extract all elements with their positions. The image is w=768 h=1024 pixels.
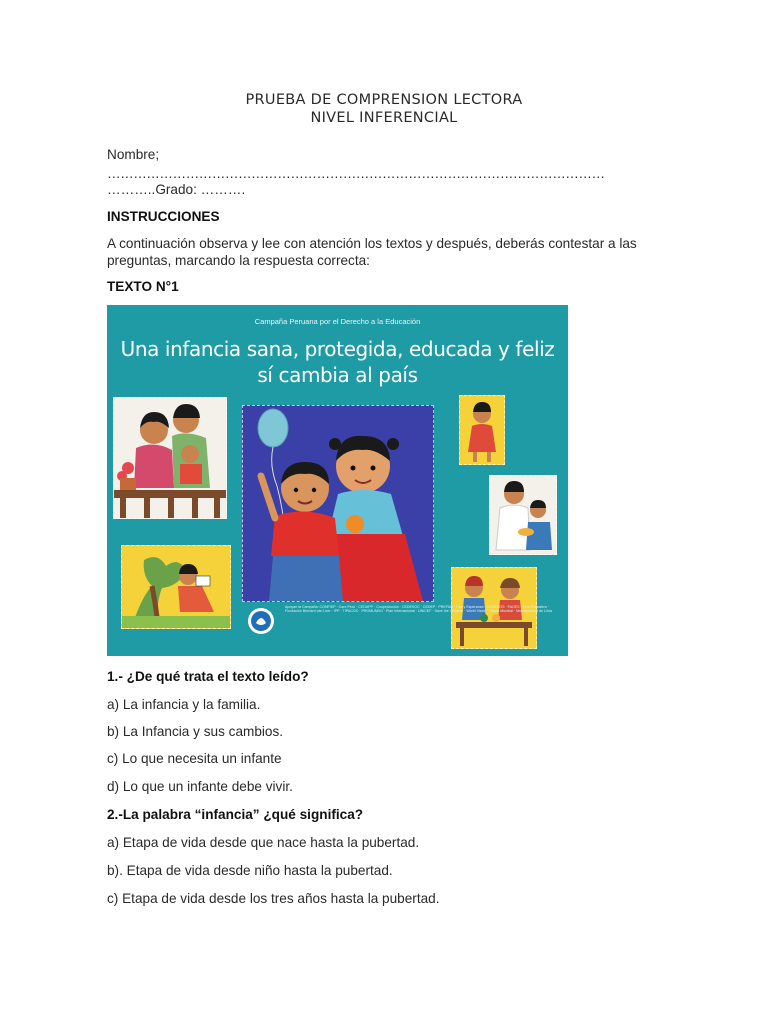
- texto-1-heading: TEXTO N°1: [107, 279, 179, 294]
- question-2-option-a[interactable]: a) Etapa de vida desde que nace hasta la pubertad.: [107, 835, 420, 850]
- campaign-logo-icon: [247, 607, 275, 635]
- children-balloon-illustration: [243, 406, 433, 601]
- mother-feeding-illustration: [490, 476, 556, 554]
- question-2-option-c[interactable]: c) Etapa de vida desde los tres años hasta la pubertad.: [107, 891, 440, 906]
- instructions-text: A continuación observa y lee con atención los textos y después, deberás contestar a las preguntas, marcando la respuesta correcta:: [107, 236, 637, 268]
- instructions-heading: INSTRUCCIONES: [107, 209, 220, 224]
- grade-fill-line: ………..Grado: ……….: [107, 182, 246, 197]
- poster-reading-illustration: [121, 545, 231, 629]
- question-1-option-c[interactable]: c) Lo que necesita un infante: [107, 751, 282, 766]
- question-1-option-d[interactable]: d) Lo que un infante debe vivir.: [107, 779, 293, 794]
- reading-child-illustration: [122, 546, 230, 628]
- poster-girl-illustration: [459, 395, 505, 465]
- poster-headline-line1: Una infancia sana, protegida, educada y feliz: [120, 337, 555, 361]
- campaign-poster: [107, 305, 568, 656]
- question-1-prompt: 1.- ¿De qué trata el texto leído?: [107, 669, 309, 684]
- page-title: PRUEBA DE COMPRENSION LECTORA: [245, 92, 523, 108]
- poster-feeding-illustration: [489, 475, 557, 555]
- question-1-option-b[interactable]: b) La Infancia y sus cambios.: [107, 724, 284, 739]
- page-subtitle: NIVEL INFERENCIAL: [310, 110, 458, 126]
- poster-supertitle: Campaña Peruana por el Derecho a la Educación: [254, 317, 421, 326]
- question-2-option-b[interactable]: b). Etapa de vida desde niño hasta la pubertad.: [107, 863, 393, 878]
- poster-headline-line2: sí cambia al país: [257, 363, 418, 387]
- poster-center-illustration: [242, 405, 434, 602]
- question-2-prompt: 2.-La palabra “infancia” ¿qué significa?: [107, 807, 364, 822]
- name-label: Nombre;: [107, 147, 160, 162]
- small-girl-illustration: [460, 396, 504, 464]
- poster-fine-print: Apoyan la Campaña: CONFIEP · Care Perú · CEDAPP · CooperAcción · CEDESOC · CEDEP · PREFAM · Paz y Esperanza · CEDECOS · FACES · Foro Educativo · Fundación Bernard van Leer · IPP · TIPACOC · PROMUNDO · Plan Internacional · UNICEF · Save the Children · World Vision · Visión Mundial · Municipalidad de Lima: [285, 605, 552, 614]
- family-illustration: [114, 398, 226, 518]
- question-1-option-a[interactable]: a) La infancia y la familia.: [107, 697, 261, 712]
- poster-family-illustration: [113, 397, 227, 519]
- name-fill-line: ……………………………………………………………………………………………………: [107, 166, 605, 181]
